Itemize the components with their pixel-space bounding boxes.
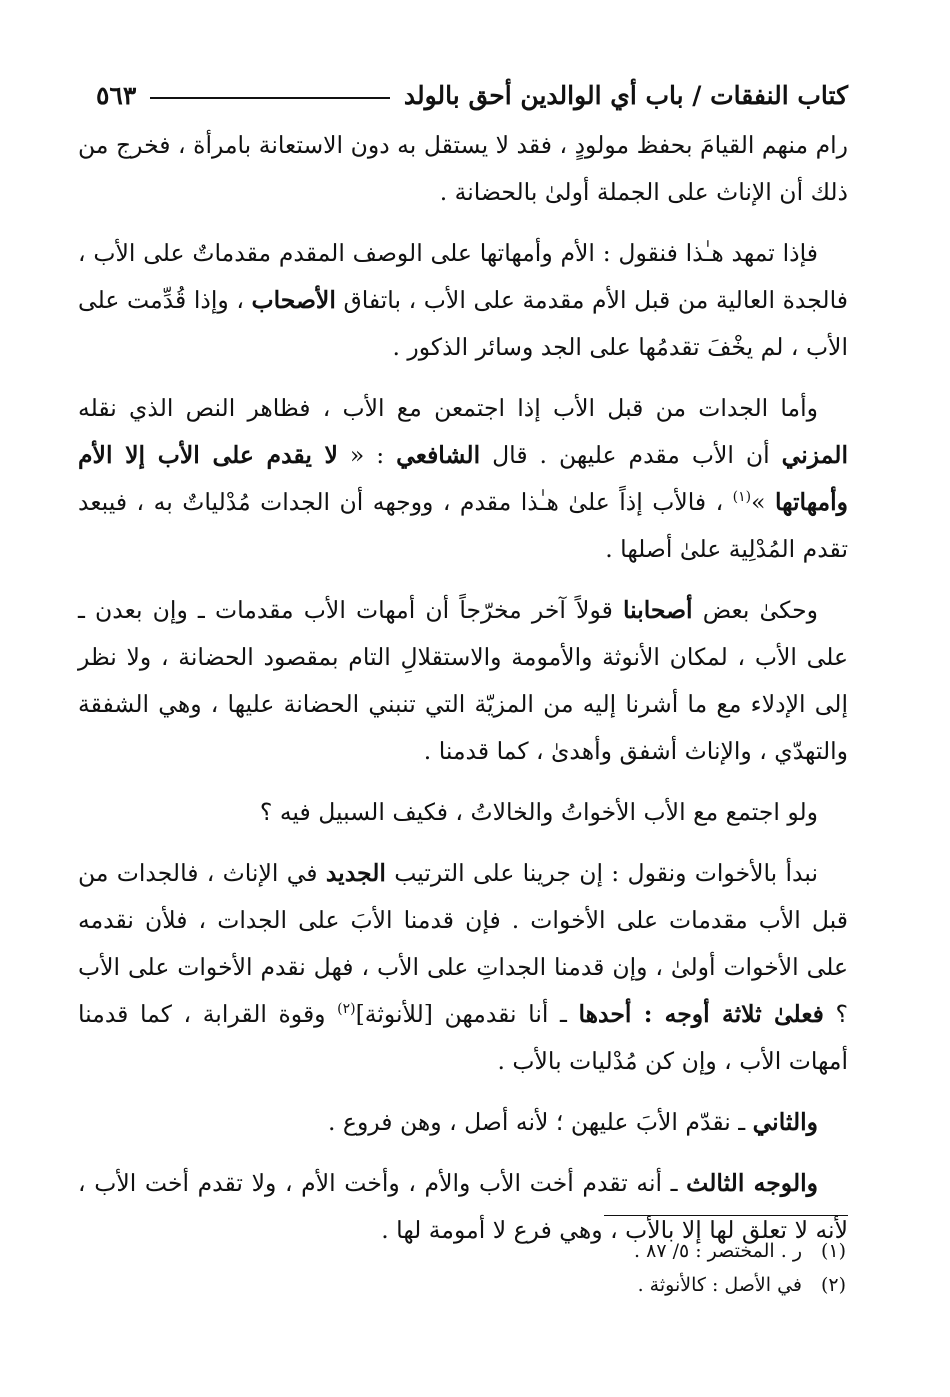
- footnotes: [200, 1234, 846, 1302]
- footnote-text: في الأصل : كالأنوثة .: [637, 1274, 802, 1296]
- paragraph: [78, 587, 848, 775]
- text-run: نبدأ بالأخوات ونقول : إن جرينا على الترتيب: [385, 859, 818, 887]
- running-header: [96, 72, 848, 118]
- bold-term: المزني: [781, 441, 848, 469]
- footnote-item: [200, 1268, 846, 1302]
- text-run: ـ نقدّم الأبَ عليهن ؛ لأنه أصل ، وهن فروع .: [327, 1108, 753, 1136]
- bold-term: لا يقدم على الأب إلا الأم وأمهاتها: [78, 441, 848, 516]
- paragraph: [78, 789, 848, 836]
- bold-term: الشافعي: [396, 441, 481, 469]
- text-run: ، وإذا قُدِّمت على الأب ، لم يخْفَ تقدمُها على الجد وسائر الذكور .: [78, 286, 848, 361]
- text-run: وقوة القرابة ، كما قدمنا أمهات الأب ، وإن كن مُدْليات بالأب .: [78, 1000, 848, 1075]
- footnote-number: (١): [820, 1240, 846, 1262]
- footnote-separator: [604, 1215, 848, 1216]
- bold-term: أصحابنا: [622, 596, 693, 624]
- footnote-text: ر . المختصر : ٥/ ٨٧ .: [634, 1240, 802, 1262]
- text-run: قولاً آخر مخرّجاً أن أمهات الأب مقدمات ـ وإن بعدن ـ على الأب ، لمكان الأنوثة والأمومة والاستقلالِ التام بمقصود الحضانة ، ولا نظر إلى الإدلاء مع ما أشرنا إليه من المزيّة التي تنبني الحضانة عليها ، وهي الشفقة والتهدّي ، والإناث أشفق وأهدىٰ ، كما قدمنا .: [78, 596, 848, 765]
- text-run: ـ أنه تقدم أخت الأب والأم ، وأخت الأم ، ولا تقدم أخت الأب ، لأنه لا تعلق لها إلا بالأب ، وهي فرع لا أمومة لها .: [78, 1169, 848, 1244]
- text-run: »: [751, 488, 775, 516]
- footnote-marker[interactable]: (٢): [337, 1001, 356, 1018]
- footnote-marker[interactable]: (١): [732, 489, 752, 506]
- paragraph: [78, 122, 848, 216]
- bold-term: فعلىٰ ثلاثة أوجه : أحدها: [578, 1000, 824, 1028]
- footnote-number: (٢): [820, 1274, 846, 1296]
- paragraph: [78, 850, 848, 1085]
- bold-term: الأصحاب: [251, 286, 336, 314]
- text-run: ، فالأب إذاً علىٰ هـٰذا مقدم ، ووجهه أن الجدات مُدْلياتٌ به ، فيبعد تقدم المُدْلِية علىٰ أصلها .: [78, 488, 848, 563]
- text-run: رام منهم القيامَ بحفظ مولودٍ ، فقد لا يستقل به دون الاستعانة بامرأة ، فخرج من ذلك أن الإناث على الجملة أولىٰ بالحضانة .: [78, 131, 848, 206]
- bold-term: الجديد: [325, 859, 386, 887]
- text-run: ولو اجتمع مع الأب الأخواتُ والخالاتُ ، فكيف السبيل فيه ؟: [259, 798, 818, 826]
- footnote-item: [200, 1234, 846, 1268]
- text-run: : «: [337, 441, 397, 469]
- paragraph: [78, 1099, 848, 1146]
- text-run: وأما الجدات من قبل الأب إذا اجتمعن مع الأب ، فظاهر النص الذي نقله: [78, 394, 818, 422]
- text-run: فإذا تمهد هـٰذا فنقول : الأم وأمهاتها على الوصف المقدم مقدماتٌ على الأب ، فالجدة العالية من قبل الأم مقدمة على الأب ، باتفاق: [78, 239, 848, 314]
- text-run: وحكىٰ بعض: [692, 596, 818, 624]
- paragraph: [78, 230, 848, 371]
- page-number: ٥٦٣: [96, 80, 137, 110]
- chapter-title: كتاب النفقات / باب أي الوالدين أحق بالولد: [403, 80, 848, 110]
- bold-term: والوجه الثالث: [686, 1169, 818, 1197]
- text-run: أن الأب مقدم عليهن . قال: [480, 441, 782, 469]
- bold-term: والثاني: [752, 1108, 818, 1136]
- header-rule: [150, 97, 390, 99]
- text-run: ـ أنا نقدمهن [للأنوثة]: [355, 1000, 579, 1028]
- main-text: [78, 122, 848, 1254]
- text-run: في الإناث ، فالجدات من قبل الأب مقدمات على الأخوات . فإن قدمنا الأبَ على الجدات ، فلأن نقدمه على الأخوات أولىٰ ، وإن قدمنا الجداتِ على الأب ، فهل نقدم الأخوات على الأب ؟: [78, 859, 848, 1028]
- paragraph: [78, 385, 848, 573]
